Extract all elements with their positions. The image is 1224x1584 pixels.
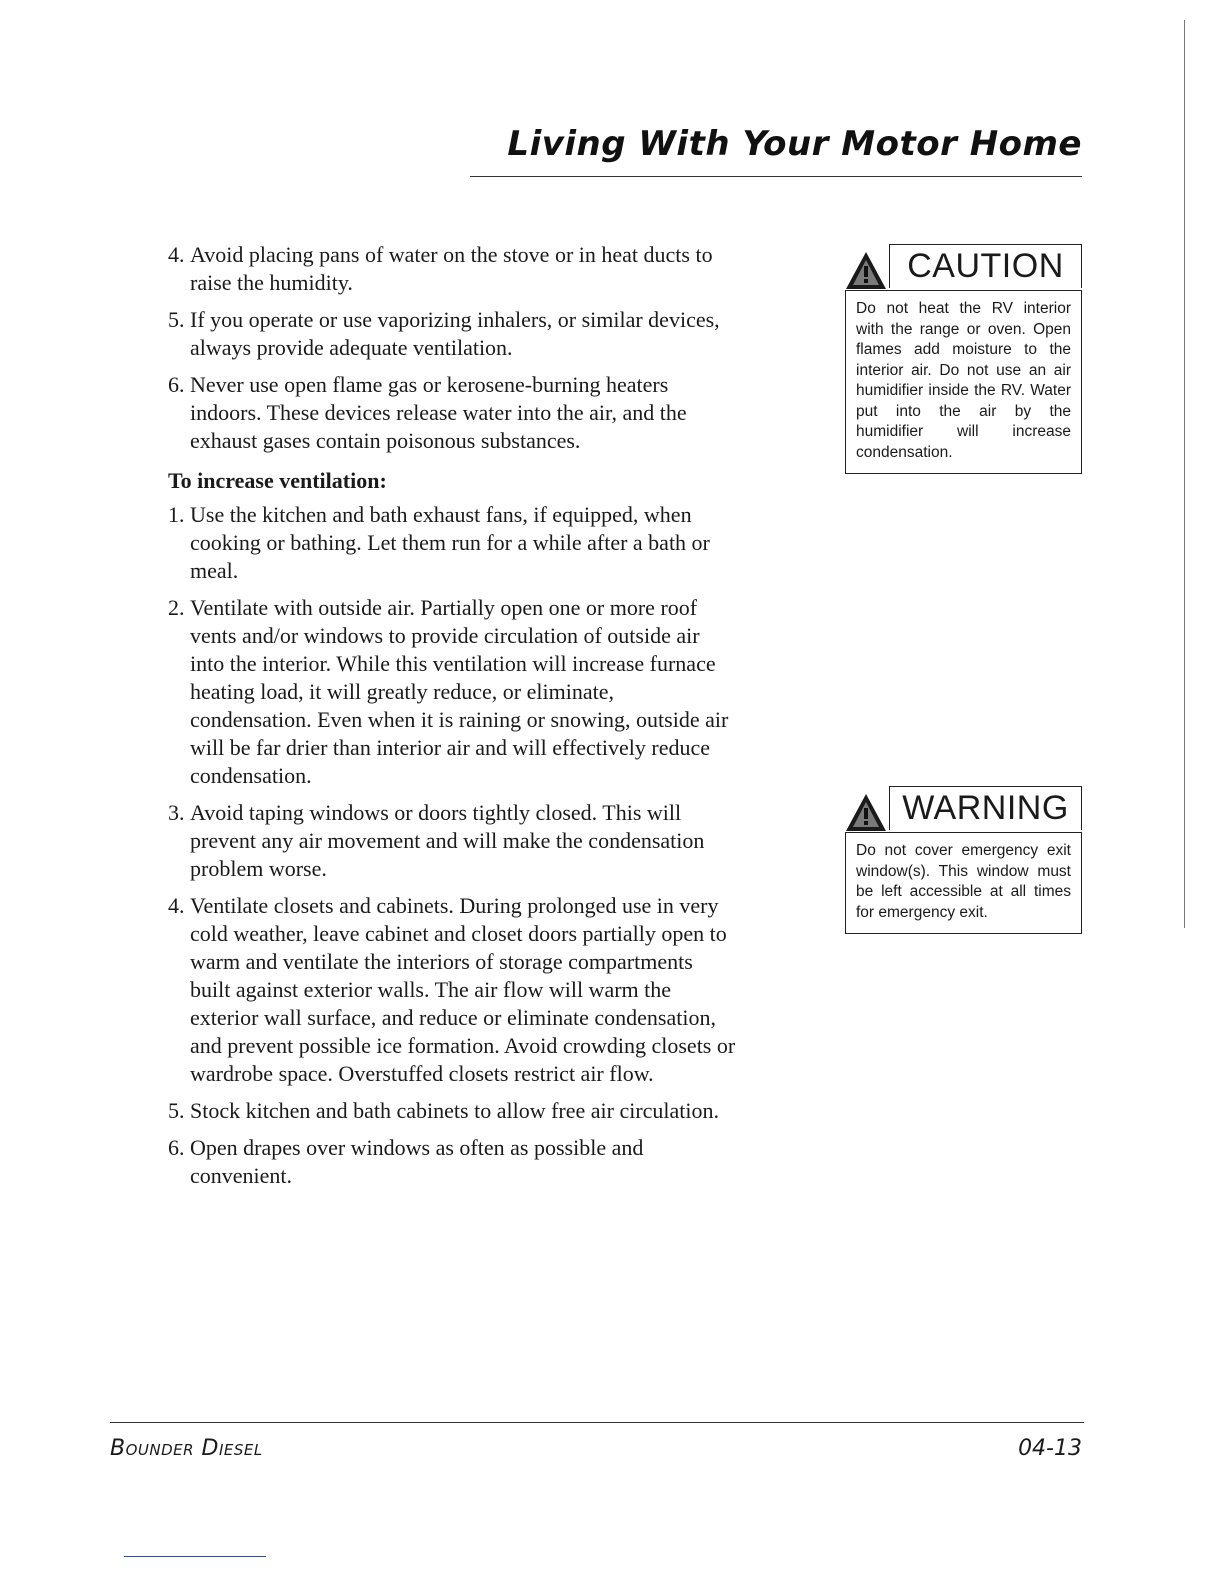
list-item: [168, 594, 738, 790]
warning-header: [845, 786, 1082, 832]
footer-rule: [110, 1422, 1084, 1423]
page-number: 04-13: [1018, 1436, 1082, 1461]
list-item: [168, 1134, 738, 1190]
list-text: Avoid placing pans of water on the stove or in heat ducts to raise the humidity.: [190, 242, 713, 295]
list-number: 4.: [168, 893, 185, 918]
warning-label: WARNING: [889, 786, 1082, 830]
caution-label: CAUTION: [889, 244, 1082, 288]
humidity-list: [168, 241, 738, 455]
warning-triangle-icon: [845, 792, 887, 832]
list-text: Ventilate with outside air. Partially open one or more roof vents and/or windows to provide circulation of outside air into the interior. While this ventilation will increase furnace heating load, it will greatly reduce, or eliminate, condensation. Even when it is raining or snowing, outside air will be far drier than interior air and will effectively reduce condensation.: [190, 595, 729, 788]
list-number: 3.: [168, 800, 185, 825]
list-number: 2.: [168, 595, 185, 620]
list-text: Avoid taping windows or doors tightly closed. This will prevent any air movement and will make the condensation problem worse.: [190, 800, 705, 881]
caution-text: Do not heat the RV interior with the range or oven. Open flames add moisture to the interior air. Do not use an air humidifier inside the RV. Water put into the air by the humidifier will increase condensation.: [845, 290, 1082, 474]
list-item: [168, 799, 738, 883]
bottom-mark: [124, 1556, 266, 1557]
list-text: Open drapes over windows as often as possible and convenient.: [190, 1135, 644, 1188]
list-text: Never use open flame gas or kerosene-burning heaters indoors. These devices release water into the air, and the exhaust gases contain poisonous substances.: [190, 372, 687, 453]
caution-header: [845, 244, 1082, 290]
list-number: 4.: [168, 242, 185, 267]
list-text: Ventilate closets and cabinets. During prolonged use in very cold weather, leave cabinet and closet doors partially open to warm and ventilate the interiors of storage compartments built against exterior walls. The air flow will warm the exterior wall surface, and reduce or eliminate condensation, and prevent possible ice formation. Avoid crowding closets or wardrobe space. Overstuffed closets restrict air flow.: [190, 893, 736, 1086]
list-text: If you operate or use vaporizing inhalers, or similar devices, always provide adequate ventilation.: [190, 307, 720, 360]
list-text: Use the kitchen and bath exhaust fans, if equipped, when cooking or bathing. Let them run for a while after a bath or meal.: [190, 502, 710, 583]
list-item: [168, 241, 738, 297]
list-item: [168, 371, 738, 455]
list-number: 5.: [168, 307, 185, 332]
caution-box: [845, 244, 1082, 474]
page-header-title: Living With Your Motor Home: [507, 124, 1082, 164]
list-item: [168, 306, 738, 362]
list-text: Stock kitchen and bath cabinets to allow free air circulation.: [190, 1098, 720, 1123]
list-number: 5.: [168, 1098, 185, 1123]
list-item: [168, 1097, 738, 1125]
list-number: 1.: [168, 502, 185, 527]
warning-text: Do not cover emergency exit window(s). This window must be left accessible at all times for emergency exit.: [845, 832, 1082, 934]
warning-triangle-icon: [845, 250, 887, 290]
ventilation-list: [168, 501, 738, 1190]
margin-line: [1184, 20, 1185, 928]
ventilation-heading: To increase ventilation:: [168, 468, 387, 493]
header-rule: [470, 176, 1082, 177]
list-item: [168, 892, 738, 1088]
main-content: [168, 241, 738, 1199]
list-number: 6.: [168, 1135, 185, 1160]
warning-box: [845, 786, 1082, 934]
list-item: [168, 501, 738, 585]
list-number: 6.: [168, 372, 185, 397]
footer-model-name: Bounder Diesel: [110, 1436, 263, 1461]
